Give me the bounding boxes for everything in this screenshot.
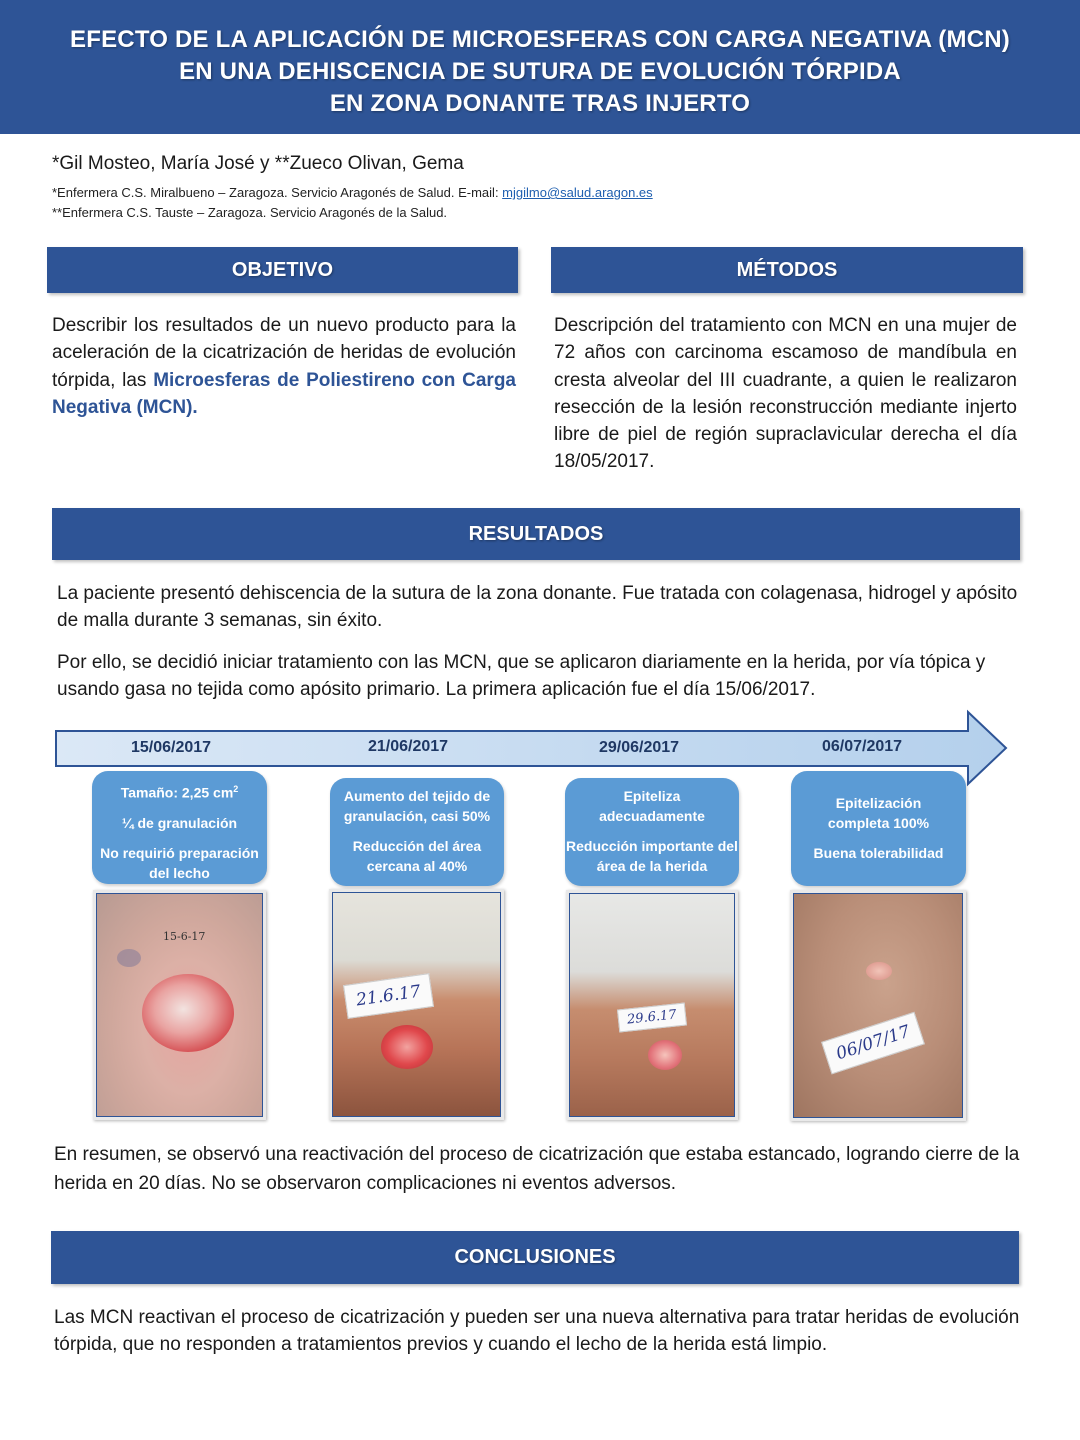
bubble-2-granulation: Aumento del tejido de granulación, casi 50%	[343, 788, 491, 824]
timeline-date-1: 15/06/2017	[130, 739, 212, 756]
timeline-bubble-1	[92, 771, 267, 884]
bubble-1-granulation: ¼ de granulación	[121, 814, 238, 831]
bruise-1	[117, 949, 141, 967]
wound-photo-3	[566, 890, 738, 1120]
bubble-3-reduction: Reducción importante del área de la herida	[566, 838, 738, 874]
bubble-1-lecho: No requirió preparación del lecho	[100, 844, 259, 881]
timeline-bubble-2	[330, 778, 504, 886]
affiliation-1-text: *Enfermera C.S. Miralbueno – Zaragoza. Servicio Aragonés de Salud. E-mail:	[52, 185, 503, 200]
wound-3	[648, 1040, 682, 1070]
timeline-bubble-3	[565, 778, 739, 886]
authors: *Gil Mosteo, María José y **Zueco Olivan, Gema	[52, 153, 464, 174]
bubble-1-size: Tamaño: 2,25 $cm^2$	[120, 784, 239, 801]
objetivo-heading: OBJETIVO	[47, 247, 518, 293]
timeline-date-3: 29/06/2017	[598, 739, 680, 756]
bubble-2-reduction: Reducción del área cercana al 40%	[352, 838, 482, 874]
conclusiones-heading: CONCLUSIONES	[51, 1231, 1019, 1284]
timeline-date-2: 21/06/2017	[367, 738, 449, 755]
conclusiones-text: Las MCN reactivan el proceso de cicatrización y pueden ser una nueva alternativa para tratar heridas de evolución tórpida, que no responden a tratamientos previos y cuando el lecho de la herida está limpio.	[54, 1307, 1020, 1355]
wound-photo-1	[93, 890, 266, 1120]
objetivo-highlight: Microesferas de Poliestireno con Carga Negativa (MCN).	[52, 369, 516, 418]
photo-4-label: 06/07/17	[821, 1012, 925, 1075]
resultados-summary: En resumen, se observó una reactivación del proceso de cicatrización que estaba estancado, logrando cierre de la herida en 20 días. No se observaron complicaciones ni eventos adversos.	[54, 1144, 1020, 1194]
timeline-bubble-4	[791, 771, 966, 886]
wound-photo-2	[329, 889, 504, 1120]
title-line-2: EN UNA DEHISCENCIA DE SUTURA DE EVOLUCIÓN TÓRPIDA	[179, 58, 901, 85]
email-link[interactable]: mjgilmo@salud.aragon.es	[502, 185, 653, 200]
timeline-date-4: 06/07/2017	[821, 738, 903, 755]
bubble-3-epithelium: Epiteliza adecuadamente	[599, 788, 705, 824]
metodos-text: Descripción del tratamiento con MCN en una mujer de 72 años con carcinoma escamoso de mandíbula en cresta alveolar del III cuadrante, a quien le realizaron resección de la lesión reconstrucción mediante injerto libre de piel de región supraclavicular derecha el día 18/05/2017.	[554, 315, 1017, 473]
bubble-1-sup: 2	[233, 784, 239, 794]
wound-4	[866, 962, 892, 980]
wound-1	[142, 974, 234, 1052]
metodos-heading: MÉTODOS	[551, 247, 1023, 293]
objetivo-body: Describir los resultados de un nuevo producto para la aceleración de la cicatrización de heridas de evolución tórpida, las	[52, 315, 516, 391]
wound-photo-4	[790, 890, 966, 1121]
affiliation-2: **Enfermera C.S. Tauste – Zaragoza. Servicio Aragonés de la Salud.	[52, 205, 448, 220]
title-line-3: EN ZONA DONANTE TRAS INJERTO	[329, 90, 751, 117]
photo-1-label: 15-6-17	[163, 930, 206, 943]
title-line-1: EFECTO DE LA APLICACIÓN DE MICROESFERAS CON CARGA NEGATIVA (MCN)	[70, 26, 1010, 53]
wound-2	[381, 1025, 433, 1069]
resultados-heading: RESULTADOS	[52, 508, 1020, 560]
bubble-4-epithelium: Epitelización completa 100%	[827, 795, 930, 831]
resultados-para-1: La paciente presentó dehiscencia de la sutura de la zona donante. Fue tratada con colagenasa, hidrogel y apósito de malla durante 3 semanas, sin éxito.	[57, 583, 1018, 632]
resultados-para-2: Por ello, se decidió iniciar tratamiento con las MCN, que se aplicaron diariamente en la herida, por vía tópica y usando gasa no tejida como apósito primario. La primera aplicación fue el día 15/06/2017.	[57, 652, 986, 701]
photo-2-label: 21.6.17	[343, 973, 434, 1019]
photo-3-label: 29.6.17	[617, 1003, 687, 1033]
bubble-4-tolerance: Buena tolerabilidad	[813, 845, 944, 861]
